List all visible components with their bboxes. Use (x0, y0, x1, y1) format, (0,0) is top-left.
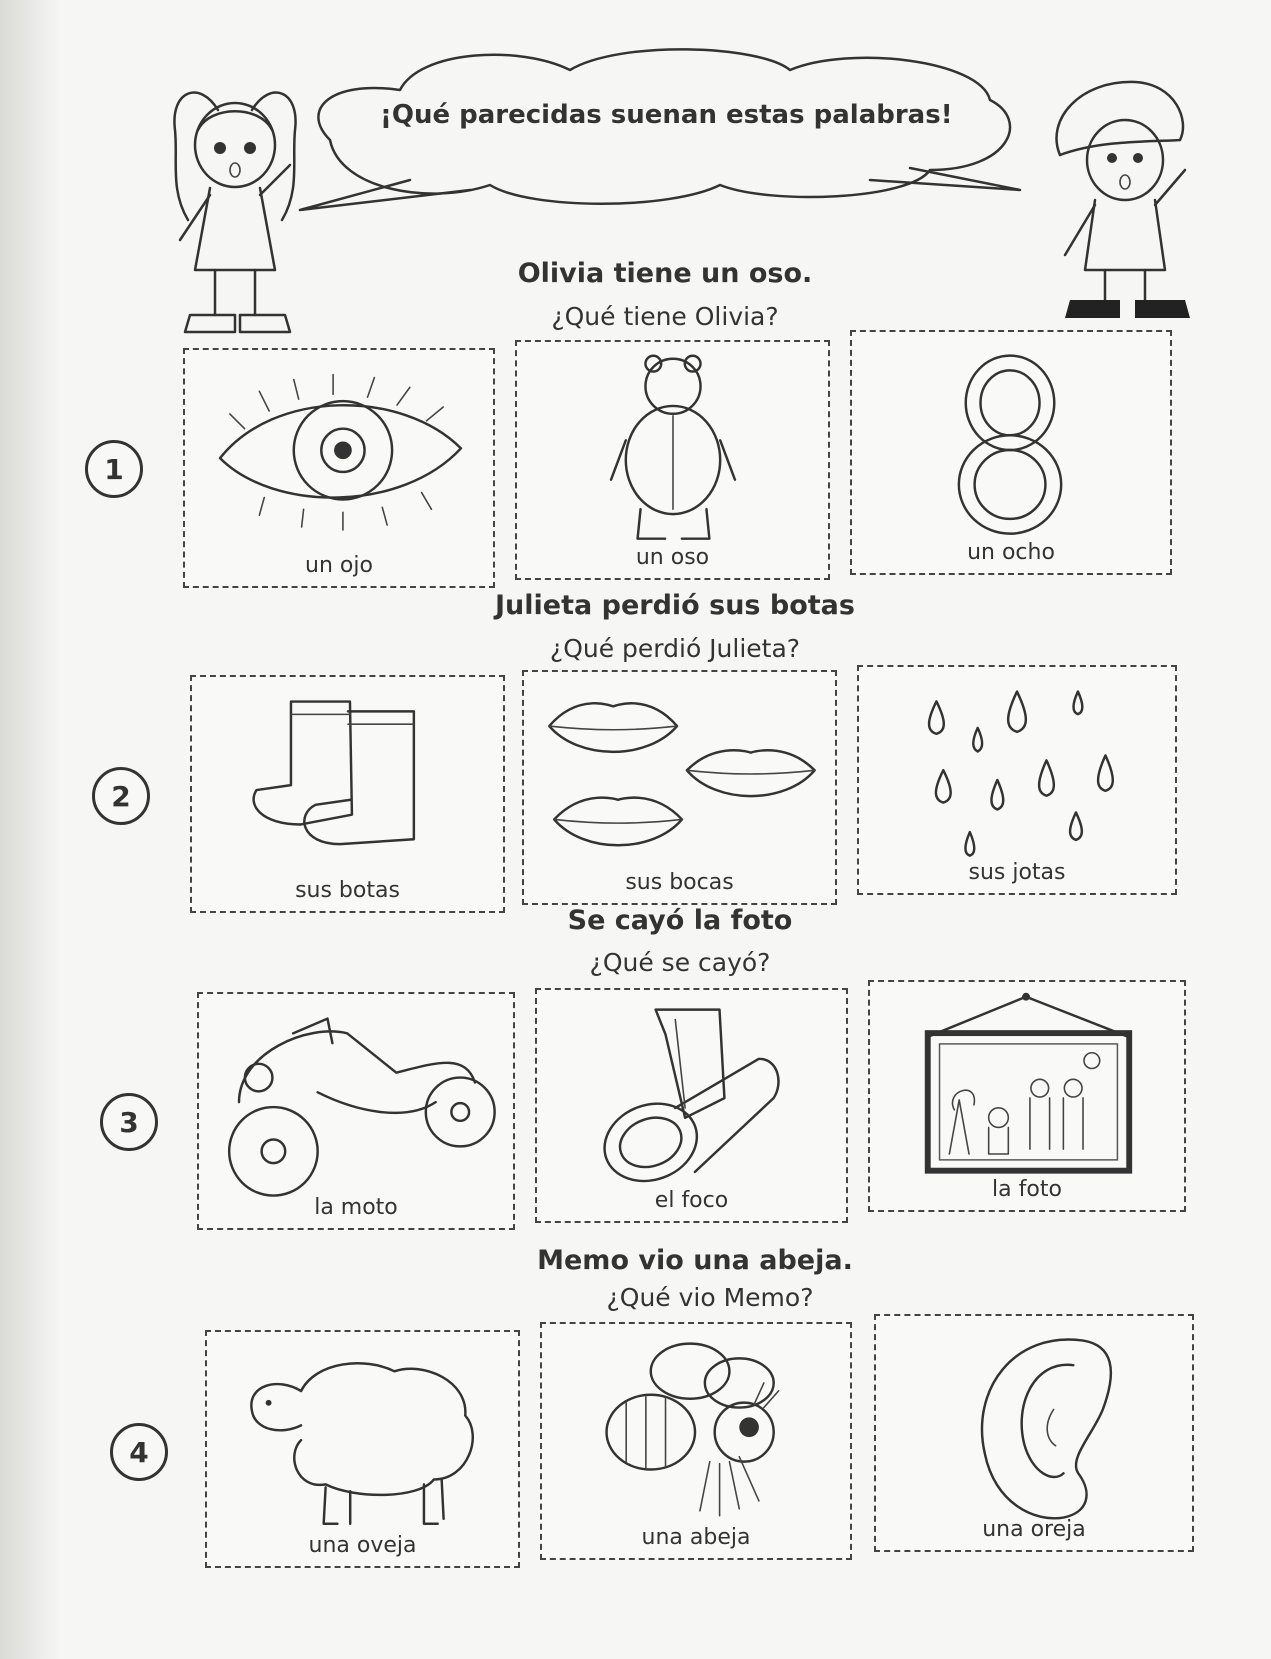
option-label: un ocho (967, 540, 1055, 565)
exercise-4-sentence: Memo vio una abeja. (537, 1245, 853, 1276)
option-label: la foto (992, 1177, 1062, 1202)
option-sus-jotas[interactable] (857, 665, 1177, 895)
option-label: el foco (654, 1188, 729, 1213)
flashlight-icon (537, 990, 846, 1221)
exercise-1-question: ¿Qué tiene Olivia? (551, 302, 779, 331)
eye-icon (185, 350, 493, 586)
exercise-2-sentence: Julieta perdió sus botas (495, 590, 855, 621)
option-label: sus bocas (625, 870, 734, 895)
option-un-ojo[interactable] (183, 348, 495, 588)
exercise-3-question: ¿Qué se cayó? (589, 948, 771, 977)
exercise-1-number: 1 (85, 440, 143, 498)
option-sus-botas[interactable] (190, 675, 505, 913)
option-label: sus jotas (968, 860, 1066, 885)
exercise-1-sentence: Olivia tiene un oso. (517, 258, 813, 289)
option-label: un ojo (305, 553, 373, 578)
exercise-2-question: ¿Qué perdió Julieta? (549, 634, 801, 663)
exercise-3-number: 3 (100, 1093, 158, 1151)
option-label: un oso (635, 545, 710, 570)
option-label: una abeja (641, 1525, 751, 1550)
option-label: una oveja (308, 1533, 417, 1558)
option-una-oveja[interactable] (205, 1330, 520, 1568)
motorcycle-icon (199, 994, 513, 1228)
boy-character-icon (1040, 60, 1220, 330)
ear-icon (876, 1316, 1192, 1550)
option-un-ocho[interactable] (850, 330, 1172, 575)
option-un-oso[interactable] (515, 340, 830, 580)
option-el-foco[interactable] (535, 988, 848, 1223)
lips-icon (524, 672, 835, 903)
exercise-4-question: ¿Qué vio Memo? (606, 1283, 814, 1312)
framed-photo-icon (870, 982, 1184, 1210)
exercise-3-sentence: Se cayó la foto (567, 905, 793, 936)
bee-icon (542, 1324, 850, 1558)
bear-icon (517, 342, 828, 578)
option-label: una oreja (982, 1517, 1086, 1542)
option-label: la moto (314, 1195, 398, 1220)
option-sus-bocas[interactable] (522, 670, 837, 905)
option-la-foto[interactable] (868, 980, 1186, 1212)
boots-icon (192, 677, 503, 911)
option-una-abeja[interactable] (540, 1322, 852, 1560)
scan-shadow (0, 0, 60, 1659)
number-eight-icon (852, 332, 1170, 573)
option-la-moto[interactable] (197, 992, 515, 1230)
girl-character-icon (160, 70, 310, 350)
option-label: sus botas (295, 878, 400, 903)
option-una-oreja[interactable] (874, 1314, 1194, 1552)
sheep-icon (207, 1332, 518, 1566)
exercise-2-number: 2 (92, 767, 150, 825)
speech-bubble-text: ¡Qué parecidas suenan estas palabras! (380, 100, 953, 130)
exercise-4-number: 4 (110, 1423, 168, 1481)
speech-bubble (290, 40, 1050, 220)
